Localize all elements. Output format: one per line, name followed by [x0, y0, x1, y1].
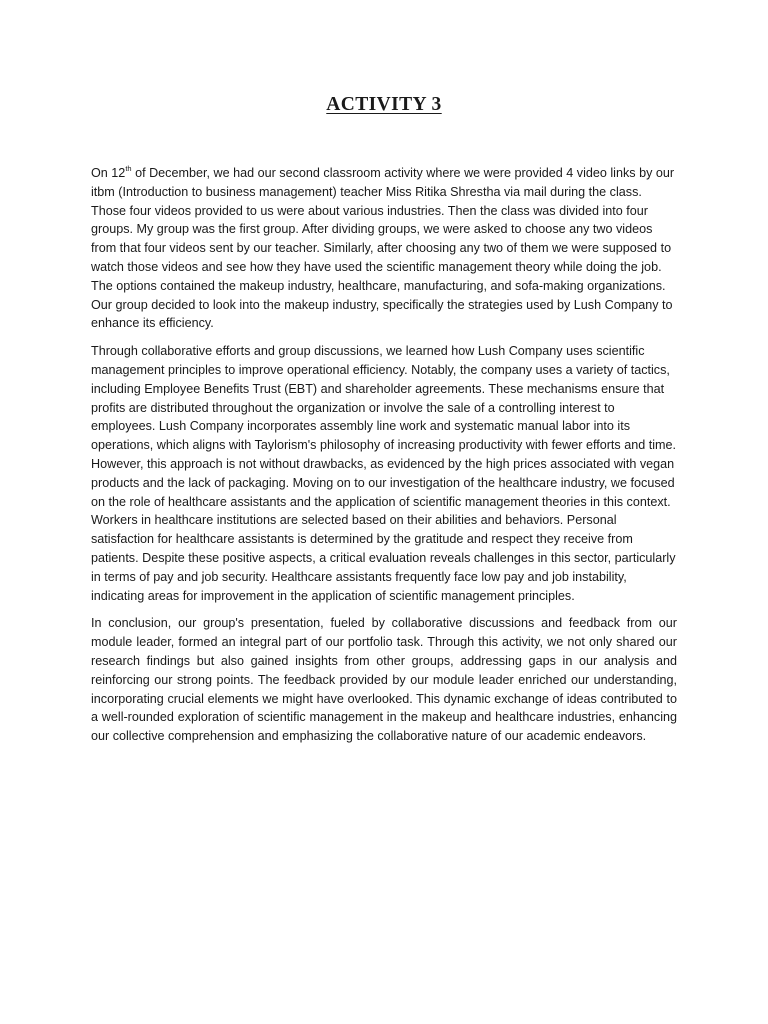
document-body	[91, 164, 677, 746]
page-title-text: ACTIVITY 3	[326, 94, 442, 115]
paragraph-conclusion: In conclusion, our group's presentation, fueled by collaborative discussions and feedback from our module leader, formed an integral part of our portfolio task. Through this activity, we not only shared our research findings but also gained insights from other groups, addressing gaps in our analysis and reinforcing our strong points. The feedback provided by our module leader enriched our understanding, incorporating crucial elements we might have overlooked. This dynamic exchange of ideas contributed to a well-rounded exploration of scientific management in the makeup and healthcare industries, enhancing our collective comprehension and emphasizing the collaborative nature of our academic endeavors.	[91, 616, 677, 744]
paragraph-findings: Through collaborative efforts and group discussions, we learned how Lush Company uses scientific management principles to improve operational efficiency. Notably, the company uses a variety of tactics, including Employee Benefits Trust (EBT) and shareholder agreements. These mechanisms ensure that profits are distributed throughout the organization or involve the sale of a controlling interest to employees. Lush Company incorporates assembly line work and systematic manual labor into its operations, which aligns with Taylorism's philosophy of increasing productivity with fewer efforts and time. However, this approach is not without drawbacks, as evidenced by the high prices associated with vegan products and the lack of packaging. Moving on to our investigation of the healthcare industry, we focused on the role of healthcare assistants and the application of scientific management theories in this context. Workers in healthcare institutions are selected based on their abilities and behaviors. Personal satisfaction for healthcare assistants is determined by the gratitude and respect they receive from patients. Despite these positive aspects, a critical evaluation reveals challenges in this sector, particularly in terms of pay and job security. Healthcare assistants frequently face low pay and job instability, indicating areas for improvement in the application of scientific management principles.	[91, 344, 677, 603]
paragraph-intro-text: of December, we had our second classroom activity where we were provided 4 video links by our itbm (Introduction to business management) teacher Miss Ritika Shrestha via mail during the class. Those four videos provided to us were about various industries. Then the class was divided into four groups. My group was the first group. After dividing groups, we were asked to choose any two videos from that four videos sent by our teacher. Similarly, after choosing any two of them we were supposed to watch those videos and see how they have used the scientific management theory while doing the job. The options contained the makeup industry, healthcare, manufacturing, and sofa-making organizations. Our group decided to look into the makeup industry, specifically the strategies used by Lush Company to enhance its efficiency.	[91, 166, 675, 331]
page-title	[0, 94, 768, 116]
paragraph-intro	[91, 164, 677, 333]
paragraph-intro-superscript: th	[125, 163, 132, 173]
paragraph-intro-prefix: On 12	[91, 166, 126, 180]
